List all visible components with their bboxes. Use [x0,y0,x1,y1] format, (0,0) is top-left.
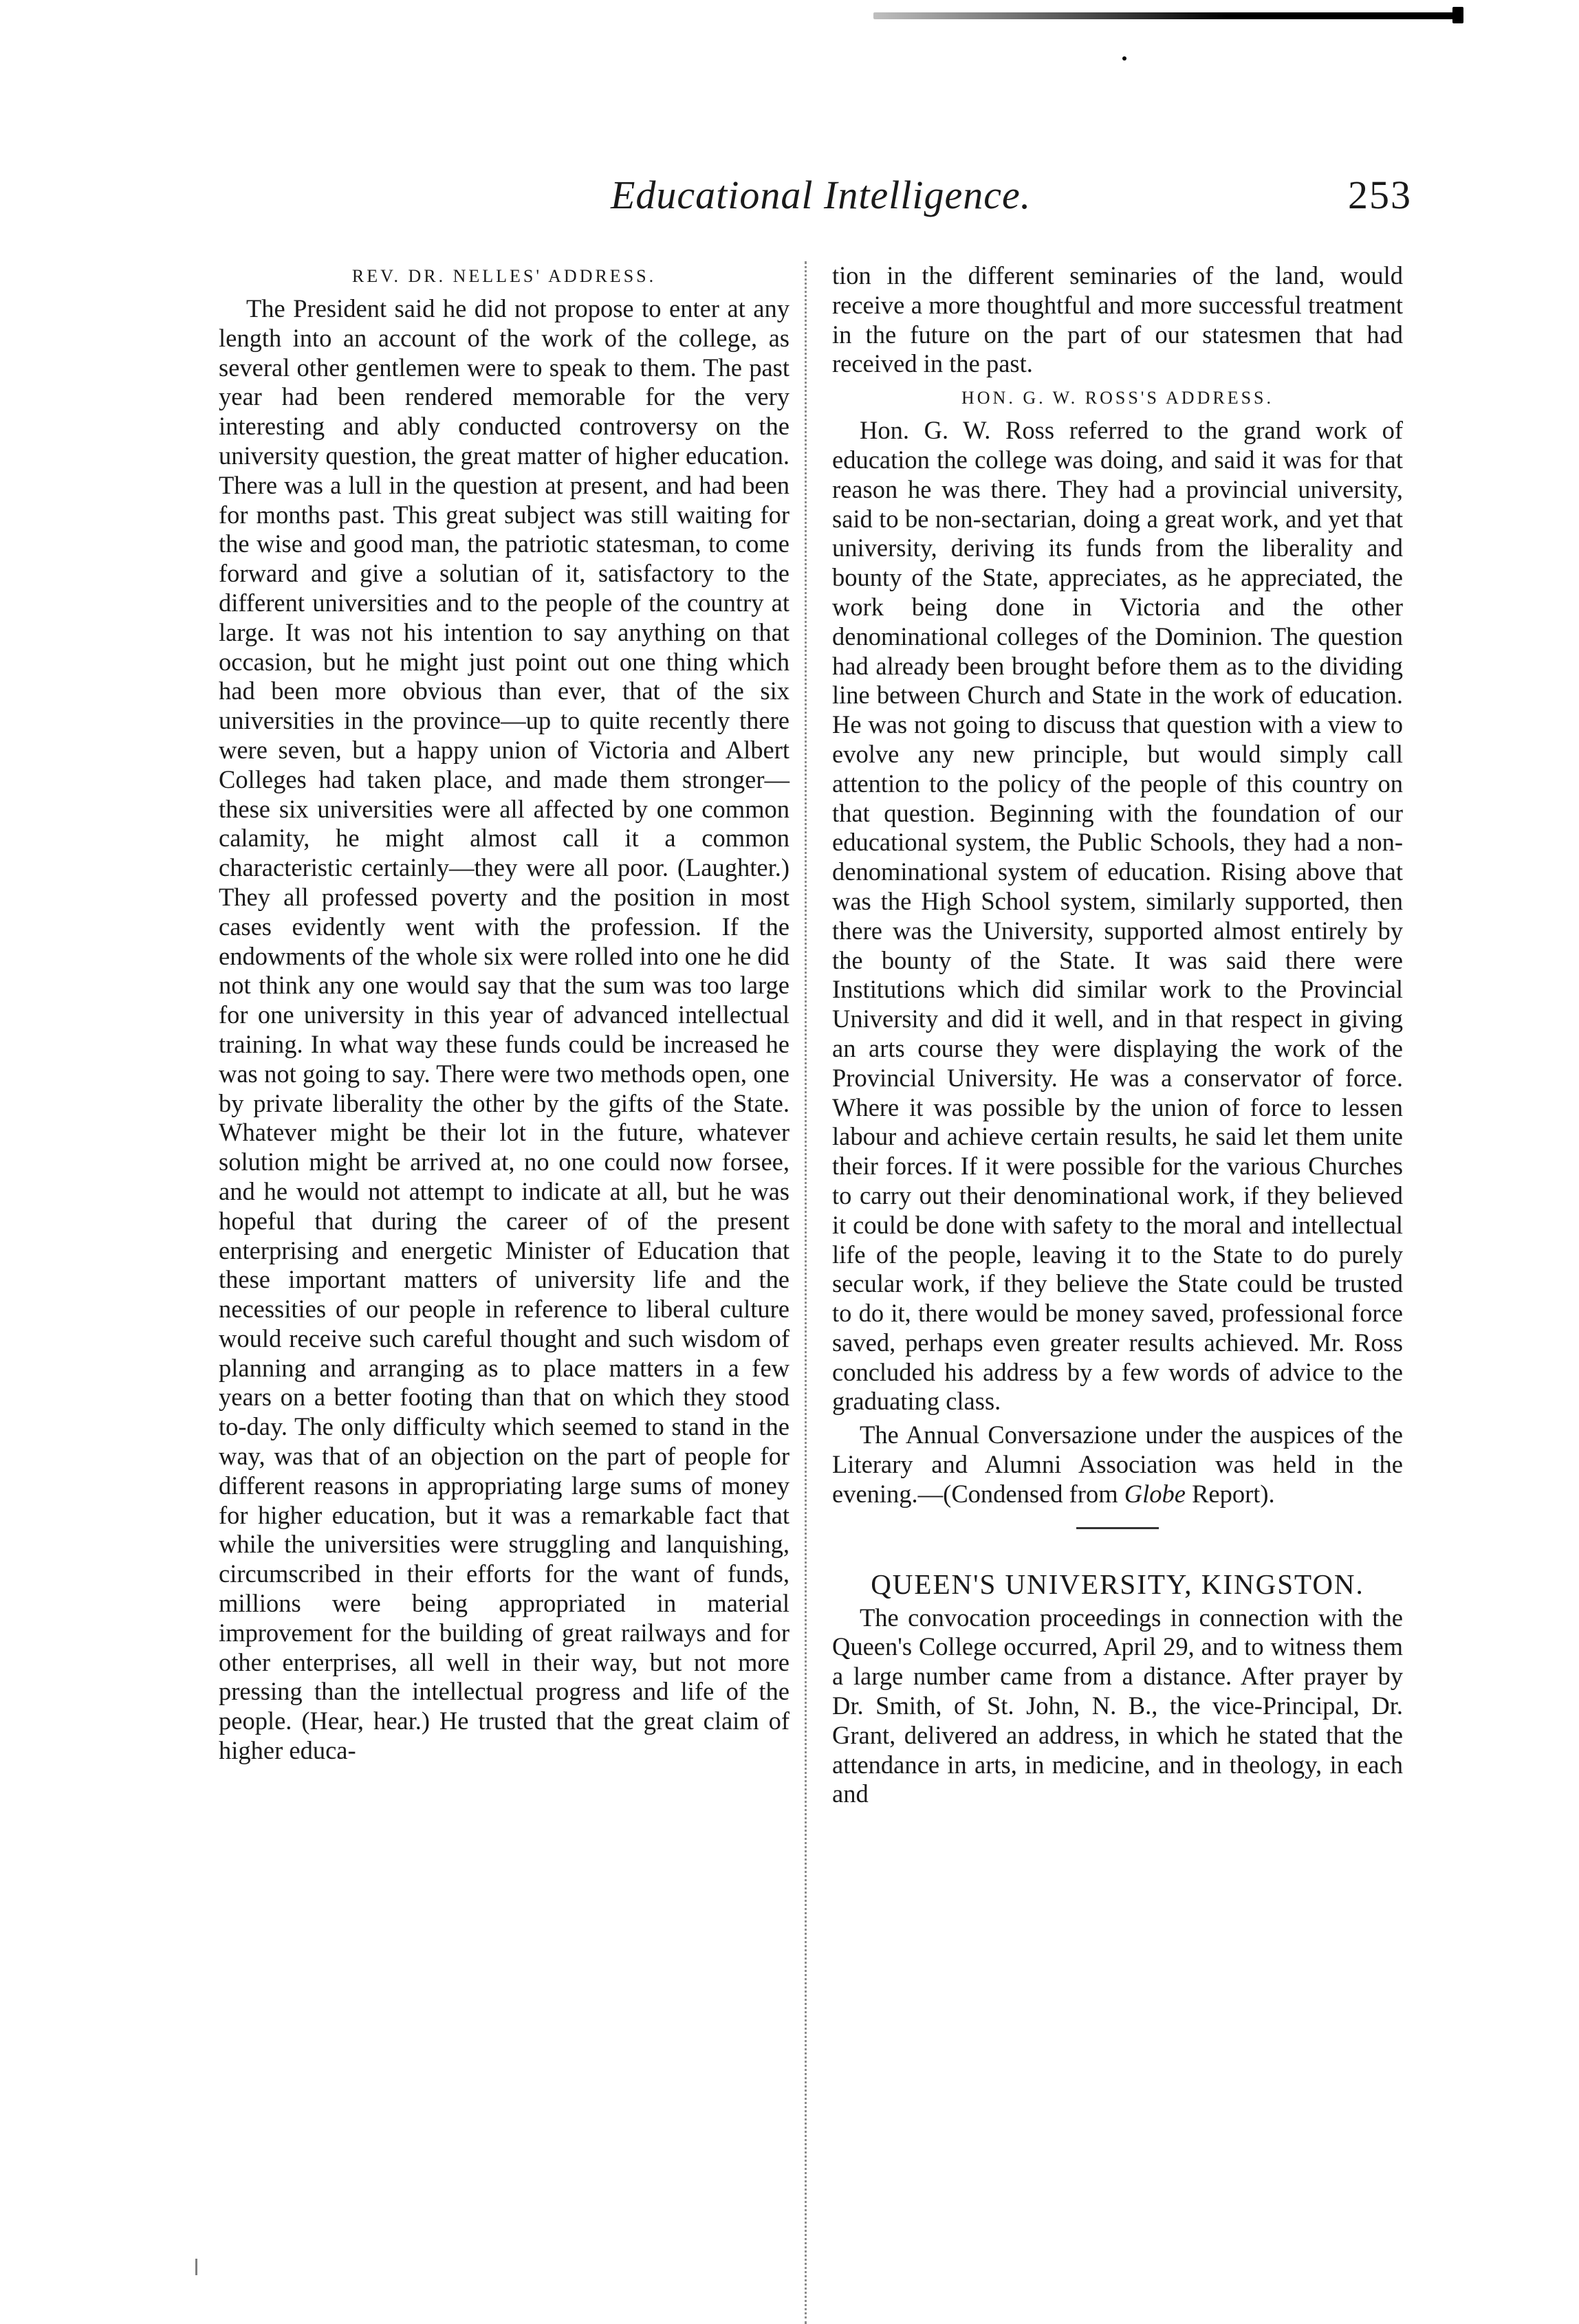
section-title-queens: QUEEN'S UNIVERSITY, KINGSTON. [871,1568,1364,1600]
top-rule [873,12,1461,19]
ink-speck [1122,56,1126,61]
section-separator-rule [1076,1527,1159,1529]
paragraph-ross-address: Hon. G. W. Ross referred to the grand work of education the college was doing, and said it was for that reason he was there. They had a provincial university, said to be non-sectarian, doing a great work, and yet that university, deriving its funds from the liberality and bounty of the State, appreciates, as he appreciated, the work being done in Victoria and the other denominational colleges of the Dominion. The question had already been brought before them as to the dividing line between Church and State in the work of education. He was not going to discuss that question with a view to evolve any new principle, but would simply call attention to the policy of the people of this country on that question. Beginning with the foundation of our educational system, the Public Schools, they had a non-denominational system of education. Rising above that was the High School system, similarly supported, then there was the University, supported almost entirely by the bounty of the State. It was said there were Institutions which did similar work to the Provincial University and did it well, and in that respect in giving an arts course they were displaying the work of the Provincial University. He was a conservator of force. Where it was possible by the union of force to lessen labour and achieve certain results, he said let them unite their forces. If it were possible for the various Churches to carry out their denominational work, if they believed it could be done with safety to the moral and intellectual life of the people, leaving it to the State to do purely secular work, if they believe the State could be trusted to do it, there would be money saved, professional force saved, perhaps even greater results achieved. Mr. Ross concluded his address by a few words of advice to the graduating class. [832,416,1403,1416]
paragraph-conversazione [832,1421,1403,1509]
column-divider [805,261,807,2324]
page-header [0,172,1579,227]
section-heading-nelles: REV. DR. NELLES' ADDRESS. [351,266,657,286]
left-column [219,261,790,1766]
globe-italic: Globe [1124,1479,1186,1508]
margin-tick [195,2259,197,2275]
paragraph-nelles-address: The President said he did not propose to enter at any length into an account of the work of the college, as several other gentlemen were to speak to them. The past year had been rendered memorable for the very interesting and ably conducted controversy on the university question, the great matter of higher education. There was a lull in the question at present, and had been for months past. This great subject was still waiting for the wise and good man, the patriotic statesman, to come forward and give a solutian of it, satisfactory to the different universities and to the people of the country at large. It was not his intention to say anything on that occasion, but he might just point out one thing which had been more obvious than ever, that of the six universities in the province—up to quite recently there were seven, but a happy union of Victoria and Albert Colleges had taken place, and made them stronger—these six universities were all affected by one common calamity, he might almost call it a common characteristic certainly—they were all poor. (Laughter.) They all professed poverty and the position in most cases evidently went with the profession. If the endowments of the whole six were rolled into one he did not think any one would say that the sum was too large for one university in this year of advanced intellectual training. In what way these funds could be increased he was not going to say. There were two methods open, one by private liberality the other by the gifts of the State. Whatever might be their lot in the future, whatever solution might be arrived at, no one could now forsee, and he would not attempt to indicate at all, but he was hopeful that during the career of of the present enterprising and energetic Minister of Education that these important matters of university life and the necessities of our people in reference to liberal culture would receive such careful thought and such wisdom of planning and arranging as to place matters in a few years on a better footing than that on which they stood to-day. The only difficulty which seemed to stand in the way, was that of an objection on the part of people for different reasons in appropriating large sums of money for higher education, but it was a remarkable fact that while the universities were struggling and lanquishing, circumscribed in their efforts for the want of funds, millions were being appropriated in material improvement for the building of great railways and for other enterprises, all well in their way, but not more pressing than the intellectual progress and life of the people. (Hear, hear.) He trusted that the great claim of higher educa- [219,294,790,1765]
conversazione-lead: The Annual Conversazione under the auspices of the Literary and Alumni Association was held in the evening.—(Condensed from [832,1421,1403,1508]
page-number: 253 [1348,173,1412,217]
right-column [832,261,1403,1809]
top-rule-tail [1452,7,1463,23]
paragraph-continuation: tion in the different seminaries of the land, would receive a more thoughtful and more successful treatment in the future on the part of our statesmen that had received in the past. [832,261,1403,378]
section-heading-ross: HON. G. W. ROSS'S ADDRESS. [961,388,1274,408]
paragraph-queens-convocation: The convocation proceedings in connection with the Queen's College occurred, April 29, and to witness them a large number came from a distance. After prayer by Dr. Smith, of St. John, N. B., the vice-Principal, Dr. Grant, delivered an address, in which he stated that the attendance in arts, in medicine, and in theology, in each and [832,1603,1403,1808]
running-title: Educational Intelligence. [611,173,1032,217]
conversazione-tail: Report). [1192,1479,1275,1508]
